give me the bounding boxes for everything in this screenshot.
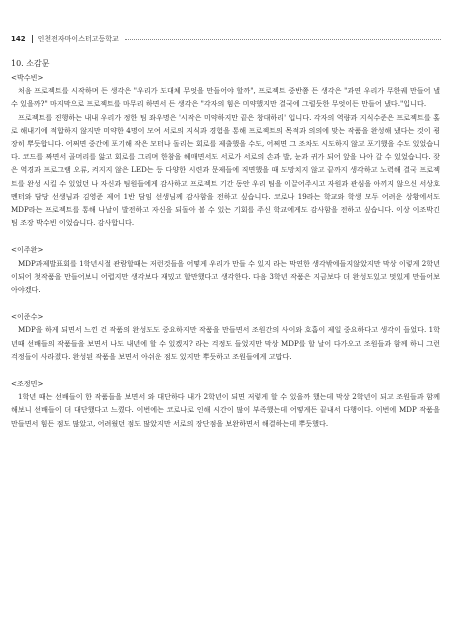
entry-lee-junsu: [11, 310, 440, 363]
entry-gap: [11, 229, 440, 243]
reflection-paragraph: 1학년 때는 선배들이 한 작품들을 보면서 와 대단하다 내가 2학년이 되면 저렇게 할 수 있을까 했는데 막상 2학년이 되고 조원들과 함께 해보니 선배들이 더 대단했다고 느꼈다. 이번에는 코로나로 인해 시간이 많이 부족했는데 어떻게든 끝내서 다행이다. 이번에 MDP 작품을 만들면서 힘든 점도 많았고, 어려웠던 점도 많았지만 서로의 장단점을 보완하면서 해결하는데 뿌듯했다.: [11, 392, 440, 428]
page-number: 142: [11, 35, 26, 43]
entry-gap: [11, 296, 440, 310]
document-body: [11, 58, 440, 430]
reflection-paragraph: MDP과제발표회를 1학년시절 관람할때는 저런것들을 어떻게 우리가 만들 수 있지 라는 막연한 생각밖에들지않았지만 막상 이렇게 2학년이되어 첫작품을 만들어보니 어렵지만 생각보다 재밌고 할만했다고 생각한다. 다음 3학년 작품은 지금보다 더 완성도있고 멋있게 만들어보아야겠다.: [11, 258, 440, 295]
entry-park-subin: [11, 71, 440, 229]
entry-jo-jeongmin: [11, 377, 440, 430]
reflection-paragraph: MDP을 하게 되면서 느낀 건 작품의 완성도도 중요하지만 작품을 만들면서 조원간의 사이와 호흡이 제일 중요하다고 생각이 들었다. 1학년때 선배들의 작품들을 보면서 나도 내년에 할 수 있겠지? 라는 걱정도 들었지만 막상 MDP를 할 날이 다가오고 조원들과 함께 하니 그런 걱정들이 사라졌다. 완성된 작품을 보면서 아쉬운 점도 있지만 뿌듯하고 조원들에게 고맙다.: [11, 325, 440, 361]
school-name: 인천전자마이스터고등학교: [37, 35, 119, 43]
author-heading: <박수빈>: [11, 73, 44, 82]
header-dotted-rule: [125, 38, 441, 40]
header-separator: [32, 35, 33, 43]
section-title: 10. 소감문: [11, 59, 50, 68]
author-heading: <이준수>: [11, 312, 44, 322]
author-heading: <이주완>: [11, 245, 44, 255]
page-header: [11, 33, 441, 45]
reflection-paragraph: 처음 프로젝트를 시작하며 든 생각은 "우리가 도대체 무엇을 만들어야 할까", 프로젝트 중반쯤 든 생각은 "과연 우리가 무한궤 만들어 낼 수 있을까?" 마지막으로 프로젝트를 마무리 하면서 든 생각은 "각자의 힘은 미약했지만 결국에 그럴듯한 무엇이든 만들어 냈다."입니다.: [11, 86, 440, 109]
entry-lee-juwan: [11, 243, 440, 296]
entry-gap: [11, 363, 440, 377]
reflection-paragraph: 프로젝트를 진행하는 내내 우리가 정한 팀 좌우명은 '시작은 미약하지만 끝은 창대하리' 입니다. 각자의 역량과 지식수준은 프로젝트를 홀로 해내기에 적합하지 않지만 미약한 4명이 모여 서로의 지식과 경험을 통해 프로젝트의 목적과 의의에 맞는 작품을 완성해 냈다는 것이 굉장히 뿌듯합니다. 어쩌면 중간에 포기해 작은 모터나 돌리는 회로를 제출했을 수도, 어쩌면 그 조차도 시도하지 않고 포기했을 수도 있었습니다. 코드를 짜면서 골머리를 앓고 회로를 그리며 한참을 헤매면서도 서로가 서로의 손과 발, 눈과 귀가 되어 앞을 나아 갈 수 있었습니다. 잦은 역경과 프로그램 오류, 켜지지 않은 LED는 등 다양한 시련과 문제들에 직면했을 때 도망치지 않고 끝까지 생각하고 노력해 결국 프로젝트를 완성 시킬 수 있었던 나 자신과 팀원들에게 감사하고 프로젝트 기간 동안 우리 팀을 이끌어주시고 자원과 관심을 아끼지 않으신 서상호 멘터와 담당 선생님과 김영준 제어 1반 담임 선생님께 감사함을 전하고 싶습니다. 코로나 19라는 학교와 학생 모두 어려운 상황에서도 MDP라는 프로젝트를 통해 나날이 발전하고 자신을 되돌아 볼 수 있는 기회를 주신 학교에게도 감사함을 전하고 싶습니다. 이상 이조박긴 팀 조장 박수빈 이었습니다. 감사합니다.: [11, 112, 440, 228]
author-heading: <조정민>: [11, 379, 44, 389]
